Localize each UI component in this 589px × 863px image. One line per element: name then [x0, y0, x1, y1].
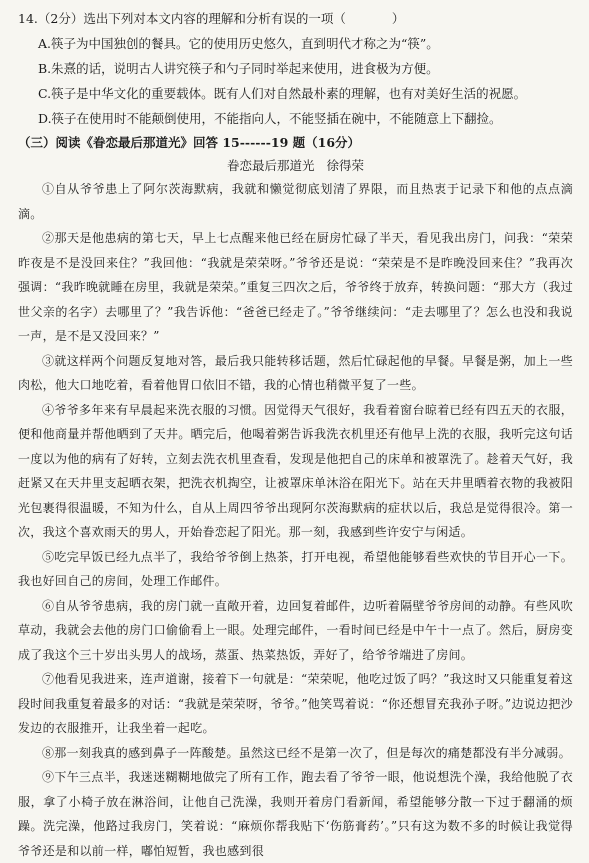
essay-paragraph-8: ⑧那一刻我真的感到鼻子一阵酸楚。虽然这已经不是第一次了，但是每次的痛楚都没有半分减弱。	[42, 745, 571, 760]
essay-title: 眷恋最后那道光	[226, 158, 315, 173]
question-14-stem-end: ）	[391, 11, 405, 26]
essay-paragraph-5: ⑤吃完早饭已经九点半了，我给爷爷倒上热茶，打开电视，希望他能够看些欢快的节目开心一下。我也好回自己的房间，处理工作邮件。	[18, 549, 573, 588]
option-a: A.筷子为中国独创的餐具。它的使用历史悠久，直到明代才称之为“筷”。	[38, 36, 439, 51]
essay-paragraph-4: ④爷爷多年来有早晨起来洗衣服的习惯。因觉得天气很好，我看着窗台晾着已经有四五天的衣服，便和他商量并帮他晒到了天井。晒完后，他喝着粥告诉我洗衣机里还有他早上洗的衣服，我听完这句话一度以为他的病有了好转，立刻去洗衣机里查看，发现是他把自己的床单和被罩洗了。趁着天气好，我赶紧又在天井里支起晒衣架，把洗衣机掏空，让被罩床单沐浴在阳光下。站在天井里晒着衣物的我被阳光包裹得很温暖，不知为什么，自从上周四爷爷出现阿尔茨海默病的症状以后，我总是觉得很冷。第一次，我这个喜欢雨天的男人，开始眷恋起了阳光。那一刻，我感到些许安宁与闲适。	[18, 402, 573, 539]
question-14-stem	[18, 6, 573, 31]
essay-paragraph-2: ②那天是他患病的第七天，早上七点醒来他已经在厨房忙碌了半天，看见我出房门，问我：“荣荣昨夜是不是没回来住？”我回他：“我就是荣荣呀。”爷爷还是说：“荣荣是不是昨晚没回来住？”我再次强调：“我昨晚就睡在房里，我就是荣荣。”重复三四次之后，爷爷终于放弃，转换问题：“那大方（我过世父亲的名字）去哪里了？”我告诉他：“爸爸已经走了。”爷爷继续问：“走去哪里了？怎么也没和我说一声，是不是又没回来？”	[18, 231, 573, 343]
option-d: D.筷子在使用时不能颠倒使用，不能指向人，不能竖插在碗中，不能随意上下翻捡。	[38, 111, 502, 126]
essay-paragraph-9: ⑨下午三点半，我迷迷糊糊地做完了所有工作，跑去看了爷爷一眼，他说想洗个澡，我给他脱了衣服，拿了小椅子放在淋浴间，让他自己洗澡，我则开着房门看新闻，希望能够分散一下过于翻涌的烦躁。洗完澡，他路过我房门，笑着说：“麻烦你帮我贴下‘伤筋膏药’。”只有这为数不多的时候让我觉得爷爷还是和以前一样，嘟怕短暂，我也感到很	[18, 770, 573, 858]
option-c: C.筷子是中华文化的重要载体。既有人们对自然最朴素的理解，也有对美好生活的祝愿。	[38, 86, 527, 101]
essay-author: 徐得荣	[326, 158, 365, 173]
option-b: B.朱熹的话，说明古人讲究筷子和勺子同时举起来使用，进食极为方便。	[38, 61, 439, 76]
essay-body	[18, 177, 573, 863]
essay-paragraph-7: ⑦他看见我进来，连声道谢，接着下一句就是：“荣荣呢，他吃过饭了吗？”我这时又只能重复着这段时间我重复着最多的对话：“我就是荣荣呀，爷爷。”他笑骂着说：“你还想冒充我孙子呀。”边说边把沙发边的衣服推开，让我坐着一起吃。	[18, 672, 573, 735]
essay-paragraph-3: ③就这样两个问题反复地对答，最后我只能转移话题，然后忙碌起他的早餐。早餐是粥，加上一些肉松，他大口地吃着，看着他胃口依旧不错，我的心情也稍微平复了一些。	[18, 353, 573, 392]
question-14-stem-text: 14.（2分）选出下列对本文内容的理解和分析有误的一项（	[18, 11, 346, 26]
essay-paragraph-6: ⑥自从爷爷患病，我的房门就一直敞开着，边回复着邮件，边听着隔壁爷爷房间的动静。有些风吹草动，我就会去他的房门口偷偷看上一眼。处理完邮件，一看时间已经是中午十一点了。然后，厨房变成了我这个三十岁出头男人的战场，蒸蛋、热菜热饭，弄好了，给爷爷端进了房间。	[18, 598, 573, 662]
essay-paragraph-1: ①自从爷爷患上了阿尔茨海默病，我就和懒觉彻底划清了界限，而且热衷于记录下和他的点点滴滴。	[18, 182, 573, 221]
essay-title-line	[18, 155, 573, 177]
section-3-heading: （三）阅读《眷恋最后那道光》回答 15------19 题（16分）	[18, 135, 361, 150]
